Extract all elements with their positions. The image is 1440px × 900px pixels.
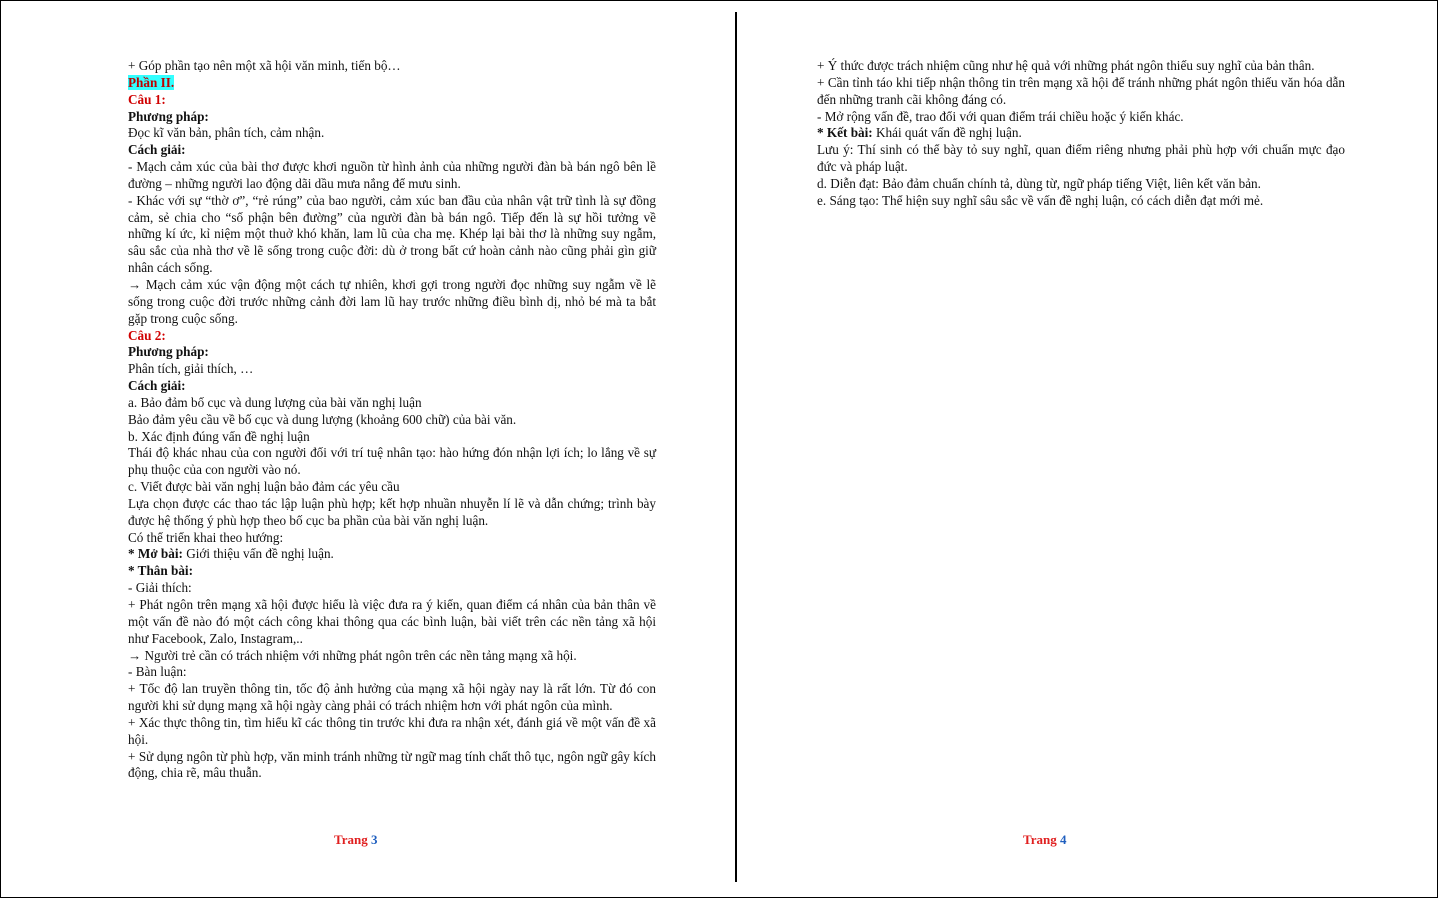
footer-number: 3	[370, 832, 378, 847]
text-line: - Giải thích:	[128, 580, 192, 596]
paragraph: + Tốc độ lan truyền thông tin, tốc độ ảnh hưởng của mạng xã hội ngày nay là rất lớn. Từ đó con người khi sử dụng mạng xã hội ngày càng phải có trách nhiệm hơn với phát ngôn của mình.	[128, 681, 656, 714]
subheading: Cách giải:	[128, 378, 186, 394]
paragraph: Lưu ý: Thí sinh có thể bày tỏ suy nghĩ, quan điểm riêng nhưng phải phù hợp với chuẩn mực đạo đức và pháp luật.	[817, 142, 1345, 175]
footer-number: 4	[1059, 832, 1067, 847]
text-line: Phân tích, giải thích, …	[128, 361, 254, 377]
paragraph: - Khác với sự “thờ ơ”, “rẻ rúng” của bao người, cảm xúc ban đầu của nhân vật trữ tình là sự đồng cảm, sẻ chia cho “số phận bên đường” của người đàn bà bán ngô. Tiếp đến là sự hồi tưởng về những kí ức, kỉ niệm một thuở khó khăn, lam lũ của cha mẹ. Khép lại bài thơ là những suy ngẫm, sâu sắc của nhà thơ về lẽ sống trong cuộc đời: dù ở trong bất cứ hoàn cảnh nào cũng phải gìn giữ nhân cách sống.	[128, 192, 656, 276]
text-line	[817, 125, 1345, 142]
text-line: + Góp phần tạo nên một xã hội văn minh, tiến bộ…	[128, 58, 401, 73]
text-line: d. Diễn đạt: Bảo đảm chuẩn chính tả, dùng từ, ngữ pháp tiếng Việt, liên kết văn bản.	[817, 175, 1261, 191]
conclusion-label: * Kết bài:	[817, 125, 873, 141]
section-heading-label: Phần II.	[128, 74, 175, 90]
paragraph: Lựa chọn được các thao tác lập luận phù hợp; kết hợp nhuần nhuyễn lí lẽ và dẫn chứng; trình bày được hệ thống ý phù hợp theo bố cục ba phần của bài văn nghị luận.	[128, 495, 656, 528]
page-number-footer	[1023, 832, 1066, 848]
subheading: Phương pháp:	[128, 344, 209, 360]
page-divider	[735, 12, 737, 882]
page-4-content	[817, 58, 1345, 210]
text-line: b. Xác định đúng vấn đề nghị luận	[128, 428, 310, 444]
subheading: Cách giải:	[128, 142, 186, 158]
section-heading	[128, 75, 656, 92]
paragraph: → Mạch cảm xúc vận động một cách tự nhiên, khơi gợi trong người đọc những suy ngẫm về lẽ sống trong cuộc đời trước những cảnh đời lam lũ hay trước những điều bình dị, nhỏ bé mà ta bắt gặp trong cuộc sống.	[128, 276, 656, 326]
text-line	[128, 546, 656, 563]
page-3-content	[128, 58, 656, 782]
paragraph: - Mạch cảm xúc của bài thơ được khơi nguồn từ hình ảnh của những người đàn bà bán ngô bên lề đường – những người lao động dãi dầu mưa nắng để mưu sinh.	[128, 159, 656, 191]
intro-label: * Mở bài:	[128, 546, 183, 562]
question-heading: Câu 1:	[128, 91, 166, 107]
conclusion-text: Khái quát vấn đề nghị luận.	[872, 125, 1022, 141]
text-line: e. Sáng tạo: Thể hiện suy nghĩ sâu sắc về vấn đề nghị luận, có cách diễn đạt mới mẻ.	[817, 192, 1264, 208]
intro-text: Giới thiệu vấn đề nghị luận.	[182, 546, 334, 562]
question-heading: Câu 2:	[128, 327, 166, 343]
footer-label: Trang	[1023, 832, 1057, 847]
text-line: - Mở rộng vấn đề, trao đổi với quan điểm trái chiều hoặc ý kiến khác.	[817, 108, 1184, 124]
paragraph: + Phát ngôn trên mạng xã hội được hiểu là việc đưa ra ý kiến, quan điểm cá nhân của bản thân về một vấn đề nào đó một cách công khai thông qua các bình luận, bài viết trên các nền tảng xã hội như Facebook, Zalo, Instagram,..	[128, 597, 656, 646]
text-line: Đọc kĩ văn bản, phân tích, cảm nhận.	[128, 125, 325, 141]
page-number-footer	[334, 832, 377, 848]
footer-label: Trang	[334, 832, 368, 847]
text-line: c. Viết được bài văn nghị luận bảo đảm các yêu cầu	[128, 479, 400, 495]
paragraph: + Sử dụng ngôn từ phù hợp, văn minh tránh những từ ngữ mag tính chất thô tục, ngôn ngữ gây kích động, chia rẽ, mâu thuẫn.	[128, 748, 656, 781]
text-line: - Bàn luận:	[128, 664, 187, 680]
body-label: * Thân bài:	[128, 563, 193, 579]
paragraph: + Cần tỉnh táo khi tiếp nhận thông tin trên mạng xã hội để tránh những phát ngôn thiếu văn hóa dẫn đến những tranh cãi không đáng có.	[817, 74, 1345, 107]
text-line: Có thể triển khai theo hướng:	[128, 529, 284, 545]
text-line: a. Bảo đảm bố cục và dung lượng của bài văn nghị luận	[128, 394, 422, 410]
paragraph: Thái độ khác nhau của con người đối với trí tuệ nhân tạo: hào hứng đón nhận lợi ích; lo lắng về sự phụ thuộc của con người vào nó.	[128, 445, 656, 478]
text-line: → Người trẻ cần có trách nhiệm với những phát ngôn trên các nền tảng mạng xã hội.	[128, 647, 577, 663]
text-line: Bảo đảm yêu cầu về bố cục và dung lượng (khoảng 600 chữ) của bài văn.	[128, 411, 517, 427]
paragraph: + Xác thực thông tin, tìm hiểu kĩ các thông tin trước khi đưa ra nhận xét, đánh giá về một vấn đề xã hội.	[128, 714, 656, 747]
subheading: Phương pháp:	[128, 108, 209, 124]
paragraph: + Ý thức được trách nhiệm cũng như hệ quả với những phát ngôn thiếu suy nghĩ của bản thân.	[817, 58, 1315, 73]
